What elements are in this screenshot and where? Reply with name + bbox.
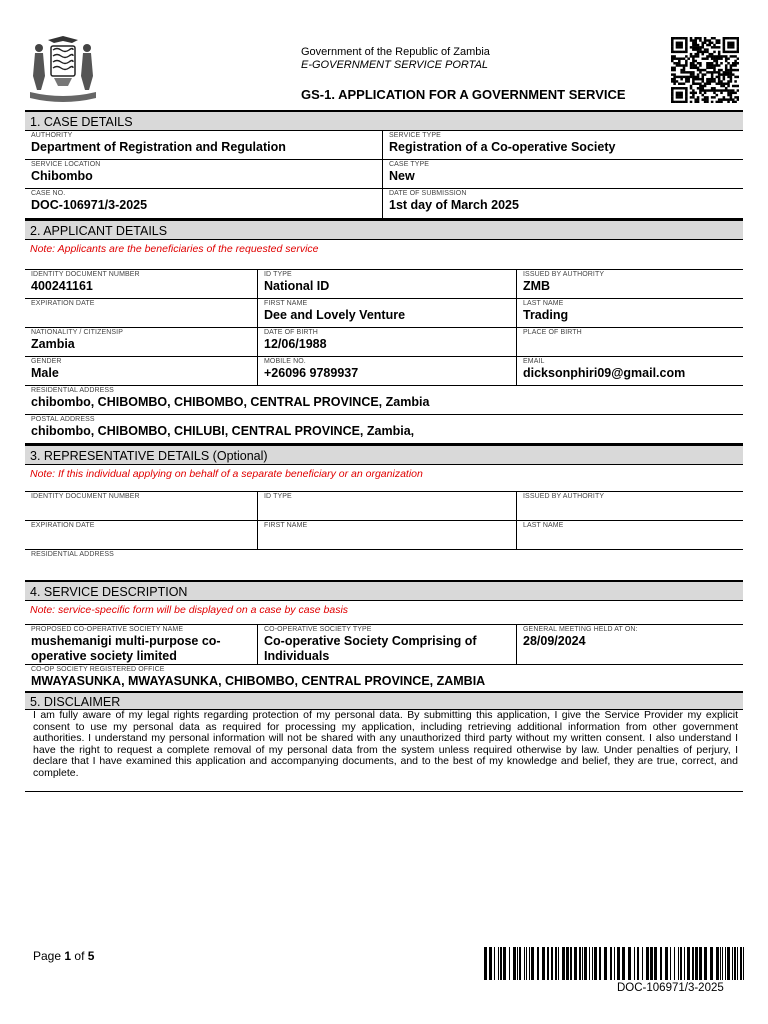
barcode-text: DOC-106971/3-2025 (617, 982, 724, 994)
service-type-field: SERVICE TYPE Registration of a Co-operative Society (382, 131, 743, 159)
coat-of-arms-icon (26, 34, 100, 106)
rep-expiry-field: EXPIRATION DATE (31, 522, 95, 529)
case-number-value: DOC-106971/3-2025 (31, 198, 148, 212)
registered-office-field: CO-OP SOCIETY REGISTERED OFFICE MWAYASUNKA, MWAYASUNKA, CHIBOMBO, CENTRAL PROVINCE, ZAMBIA (31, 666, 486, 688)
service-location-field: SERVICE LOCATION Chibombo (25, 160, 382, 188)
applicant-first-name-field: FIRST NAME Dee and Lovely Venture (257, 299, 516, 327)
portal-name: E-GOVERNMENT SERVICE PORTAL (301, 59, 489, 71)
service-note: Note: service-specific form will be displayed on a case by case basis (25, 601, 743, 625)
rep-residential-address-field: RESIDENTIAL ADDRESS (31, 551, 114, 558)
applicant-email-field: EMAIL dicksonphiri09@gmail.com (516, 357, 743, 385)
applicant-postal-address-field: POSTAL ADDRESS chibombo, CHIBOMBO, CHILUBI, CENTRAL PROVINCE, Zambia, (31, 416, 415, 438)
applicant-mobile-field: MOBILE NO. +26096 9789937 (257, 357, 516, 385)
form-title: GS-1. APPLICATION FOR A GOVERNMENT SERVICE (301, 87, 626, 102)
applicant-nationality-field: NATIONALITY / CITIZENSIP Zambia (31, 329, 123, 351)
submission-date-value: 1st day of March 2025 (389, 198, 519, 212)
case-number-field: CASE NO. DOC-106971/3-2025 (25, 189, 382, 218)
section-applicant-details: 2. APPLICANT DETAILS (25, 219, 743, 240)
applicant-dob-field: DATE OF BIRTH 12/06/1988 (257, 328, 516, 356)
disclaimer-text: I am fully aware of my legal rights regarding protection of my personal data. By submitting this application, I give the Service Provider my explicit consent to use my personal data as required for processing my application, including retrieving additional information from other government authorities. I understand my personal information will not be shared with any unauthorized third party without my written consent. I also understand I have the right to request a complete removal of my personal data from the system unless required otherwise by law. Under penalties of perjury, I declare that I have examined this application and accompanying documents, and to the best of my knowledge and belief, they are true, correct, and complete. (25, 710, 743, 792)
applicant-residential-address-field: RESIDENTIAL ADDRESS chibombo, CHIBOMBO, CHIBOMBO, CENTRAL PROVINCE, Zambia (31, 387, 430, 409)
general-meeting-field: GENERAL MEETING HELD AT ON: 28/09/2024 (516, 625, 743, 664)
authority-field: AUTHORITY Department of Registration and Regulation (25, 131, 382, 159)
applicant-gender-field: GENDER Male (31, 358, 62, 380)
applicant-last-name-field: LAST NAME Trading (516, 299, 743, 327)
section-service-description: 4. SERVICE DESCRIPTION (25, 580, 743, 601)
rep-id-type-field: ID TYPE (257, 492, 516, 520)
qr-code-icon (671, 37, 739, 103)
rep-id-number-field: IDENTITY DOCUMENT NUMBER (31, 493, 140, 500)
service-type-value: Registration of a Co-operative Society (389, 140, 616, 154)
applicant-id-number-field: IDENTITY DOCUMENT NUMBER 400241161 (31, 271, 140, 293)
submission-date-field: DATE OF SUBMISSION 1st day of March 2025 (382, 189, 743, 218)
section-disclaimer: 5. DISCLAIMER (25, 691, 743, 710)
rep-last-name-field: LAST NAME (516, 521, 743, 549)
page-number: Page 1 of 5 (33, 949, 95, 963)
barcode-icon (484, 947, 746, 980)
society-name-field: PROPOSED CO-OPERATIVE SOCIETY NAME mushemanigi multi-purpose co-operative society limited (31, 626, 221, 663)
government-name: Government of the Republic of Zambia (301, 46, 490, 58)
representative-note: Note: If this individual applying on behalf of a separate beneficiary or an organization (25, 465, 743, 492)
applicant-expiry-field: EXPIRATION DATE (31, 300, 95, 307)
applicant-pob-field: PLACE OF BIRTH (516, 328, 743, 356)
case-type-field: CASE TYPE New (382, 160, 743, 188)
applicant-id-type-field: ID TYPE National ID (257, 270, 516, 298)
society-type-field: CO-OPERATIVE SOCIETY TYPE Co-operative Society Comprising of Individuals (257, 625, 516, 664)
applicant-issued-by-field: ISSUED BY AUTHORITY ZMB (516, 270, 743, 298)
section-representative-details: 3. REPRESENTATIVE DETAILS (Optional) (25, 444, 743, 465)
rep-issued-by-field: ISSUED BY AUTHORITY (516, 492, 743, 520)
authority-value: Department of Registration and Regulation (31, 140, 286, 154)
applicant-note: Note: Applicants are the beneficiaries of the requested service (25, 240, 743, 270)
rep-first-name-field: FIRST NAME (257, 521, 516, 549)
case-type-value: New (389, 169, 415, 183)
section-case-details: 1. CASE DETAILS (25, 110, 743, 131)
application-form (25, 110, 743, 792)
service-location-value: Chibombo (31, 169, 93, 183)
